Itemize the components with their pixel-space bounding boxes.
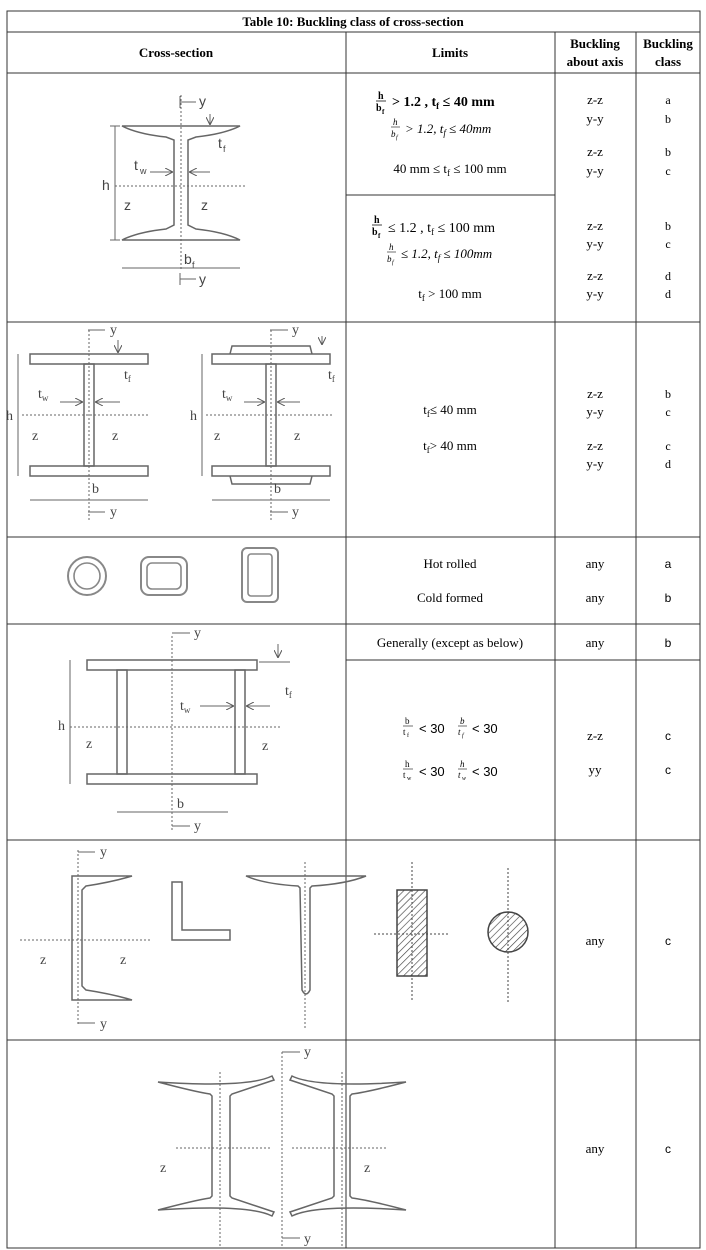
svg-text:b: b: [372, 227, 378, 238]
r2-right-b: b: [274, 482, 281, 497]
svg-text:h: h: [389, 242, 394, 252]
r2-left-tf: $t_f$: [124, 368, 131, 384]
svg-text:w: w: [407, 776, 412, 782]
svg-text:b: b: [391, 129, 396, 139]
r1-label-bf: b: [184, 251, 192, 267]
svg-text:b: b: [460, 716, 465, 726]
r1-limit-3: [372, 215, 495, 266]
r4-limit-2: [403, 759, 498, 782]
r2-axes: [586, 386, 604, 471]
r4-b: b: [177, 797, 184, 812]
svg-text:y-y: y-y: [586, 236, 604, 251]
svg-text:f: f: [462, 733, 464, 739]
r2-right-y-bottom: y: [292, 505, 299, 520]
r3-class-1: a: [664, 557, 672, 571]
svg-text:t: t: [458, 727, 461, 737]
svg-text:≤ 1.2, tf ≤ 100mm: ≤ 1.2, $t_f \le 100mm$: [401, 246, 493, 263]
svg-text:h: h: [405, 759, 410, 769]
svg-text:d: d: [665, 287, 671, 301]
header-axis-2: about axis: [566, 54, 624, 69]
r4-y-top: y: [194, 626, 201, 641]
r2-right-z1: z: [214, 429, 221, 444]
r1-limit-2: 40 mm ≤ $t_f \le 100$ mm: [393, 161, 507, 178]
svg-text:a: a: [665, 93, 671, 107]
r6-z-right: z: [364, 1161, 371, 1176]
r1-label-tw-sub: w: [140, 166, 147, 176]
svg-text:z-z: z-z: [587, 386, 603, 401]
svg-text:z-z: z-z: [587, 438, 603, 453]
r1-label-h: h: [102, 177, 110, 193]
r2-right-h: h: [190, 409, 197, 424]
r6-z-left: z: [160, 1161, 167, 1176]
r4-y-bottom: y: [194, 819, 201, 834]
svg-text:< 30: < 30: [472, 721, 498, 736]
svg-text:≤ 1.2 , tf ≤ 100 mm: ≤ 1.2 , $t_f \le 100$ mm: [388, 221, 496, 237]
r4-limit-general: Generally (except as below): [376, 635, 524, 650]
r4-z-left: z: [86, 737, 93, 752]
svg-text:h: h: [378, 91, 384, 102]
svg-text:< 30: < 30: [419, 764, 445, 779]
r2-left-y-top: y: [110, 323, 117, 338]
r2-right-tw: $t_w$: [222, 387, 233, 403]
svg-text:d: d: [665, 457, 671, 471]
svg-text:f: f: [378, 232, 381, 240]
r6-axis: any: [585, 1141, 605, 1156]
svg-text:f: f: [407, 733, 409, 739]
built-up-channel-diagram: [158, 1052, 406, 1248]
r1-limit-4: $t_f > 100$ mm: [418, 286, 482, 303]
svg-text:h: h: [393, 117, 398, 127]
r3-axis-2: any: [585, 590, 605, 605]
svg-text:b: b: [405, 716, 410, 726]
r3-limit-cold-formed: Cold formed: [416, 590, 484, 605]
r1-axes: [586, 92, 604, 301]
r2-left-h: h: [6, 409, 13, 424]
svg-text:y-y: y-y: [586, 111, 604, 126]
r2-left-z2: z: [112, 429, 119, 444]
r2-limit-2: $t_f> 40$ mm: [423, 438, 477, 455]
r1-label-z-left: z: [124, 197, 131, 213]
r1-label-bf-sub: f: [192, 260, 195, 270]
r2-left-z1: z: [32, 429, 39, 444]
r5-class: c: [665, 934, 671, 948]
solid-circle-diagram: [488, 868, 528, 1002]
svg-text:c: c: [665, 164, 671, 178]
svg-text:< 30: < 30: [472, 764, 498, 779]
r4-limit-1: [403, 716, 498, 739]
r2-left-tw: $t_w$: [38, 387, 49, 403]
svg-text:c: c: [665, 405, 671, 419]
svg-text:b: b: [387, 254, 392, 264]
svg-text:z-z: z-z: [587, 144, 603, 159]
welded-i-section-right: [202, 330, 332, 520]
svg-text:b: b: [665, 112, 671, 126]
r3-axis-1: any: [585, 556, 605, 571]
header-axis-1: Buckling: [570, 36, 620, 51]
svg-text:t: t: [403, 727, 406, 737]
svg-text:h: h: [374, 215, 380, 226]
r2-right-y-top: y: [292, 323, 299, 338]
svg-text:w: w: [462, 776, 467, 782]
r5-y-top: y: [100, 845, 107, 860]
svg-text:> 1.2, tf ≤ 40mm: > 1.2, $t_f \le 40mm$: [405, 121, 492, 138]
r1-label-tf: t: [218, 135, 222, 151]
svg-text:f: f: [396, 135, 398, 141]
svg-text:h: h: [460, 759, 465, 769]
r6-y-top: y: [304, 1045, 311, 1060]
u-channel-diagram: [20, 850, 150, 1025]
header-limits: Limits: [431, 45, 469, 60]
svg-text:c: c: [665, 439, 671, 453]
svg-text:z-z: z-z: [587, 92, 603, 107]
hollow-sections-diagram: [68, 548, 278, 602]
tee-diagram: [246, 862, 366, 1030]
r4-axis-general: any: [585, 635, 605, 650]
r1-label-y-top: y: [199, 93, 206, 109]
r4-axis-1: z-z: [587, 728, 603, 743]
header-class-2: class: [655, 54, 681, 69]
svg-text:z-z: z-z: [587, 218, 603, 233]
r4-tf: $t_f$: [285, 684, 292, 700]
svg-text:y-y: y-y: [586, 456, 604, 471]
svg-text:b: b: [665, 219, 671, 233]
svg-text:> 1.2 , tf ≤ 40 mm: > 1.2 , $t_f \le 40$ mm: [392, 95, 495, 111]
angle-diagram: [172, 882, 230, 940]
r1-label-z-right: z: [201, 197, 208, 213]
r1-label-tw: t: [134, 157, 138, 173]
header-class-1: Buckling: [643, 36, 693, 51]
r4-z-right: z: [262, 739, 269, 754]
svg-text:< 30: < 30: [419, 721, 445, 736]
r5-axis: any: [585, 933, 605, 948]
svg-text:y-y: y-y: [586, 163, 604, 178]
svg-text:f: f: [392, 260, 394, 266]
r5-z-left: z: [40, 953, 47, 968]
r3-class-2: b: [664, 591, 672, 605]
r4-h: h: [58, 719, 65, 734]
r3-limit-hot-rolled: Hot rolled: [423, 556, 477, 571]
r1-limit-1: [376, 91, 495, 141]
r2-classes: [665, 387, 671, 471]
svg-text:y-y: y-y: [586, 286, 604, 301]
table-title: Table 10: Buckling class of cross-section: [242, 14, 464, 29]
r5-z-right: z: [120, 953, 127, 968]
header-cross-section: Cross-section: [138, 45, 214, 60]
svg-text:d: d: [665, 269, 671, 283]
r4-class-1: c: [665, 729, 671, 743]
welded-i-section-left: [18, 330, 150, 520]
r2-right-tf: $t_f$: [328, 368, 335, 384]
rolled-i-section-diagram: [110, 95, 245, 285]
r2-right-z2: z: [294, 429, 301, 444]
r4-tw: $t_w$: [180, 699, 191, 715]
svg-text:f: f: [382, 108, 385, 116]
r6-class: c: [665, 1142, 671, 1156]
r1-classes: [665, 93, 671, 301]
svg-text:y-y: y-y: [586, 404, 604, 419]
r2-left-y-bottom: y: [110, 505, 117, 520]
r4-class-2: c: [665, 763, 671, 777]
solid-rectangle-diagram: [374, 862, 450, 1002]
r2-limit-1: $t_f\le 40$ mm: [423, 402, 477, 419]
svg-text:b: b: [665, 145, 671, 159]
svg-text:c: c: [665, 237, 671, 251]
table-grid: [7, 11, 700, 1248]
r6-y-bottom: y: [304, 1232, 311, 1247]
r4-axis-2: yy: [588, 762, 602, 777]
r2-left-b: b: [92, 482, 99, 497]
r4-class-general: b: [664, 636, 672, 650]
svg-text:t: t: [458, 770, 461, 780]
svg-text:b: b: [376, 103, 382, 114]
r1-label-tf-sub: f: [223, 144, 226, 154]
svg-text:b: b: [665, 387, 671, 401]
r1-label-y-bottom: y: [199, 271, 206, 287]
svg-text:t: t: [403, 770, 406, 780]
r5-y-bottom: y: [100, 1017, 107, 1032]
svg-text:z-z: z-z: [587, 268, 603, 283]
